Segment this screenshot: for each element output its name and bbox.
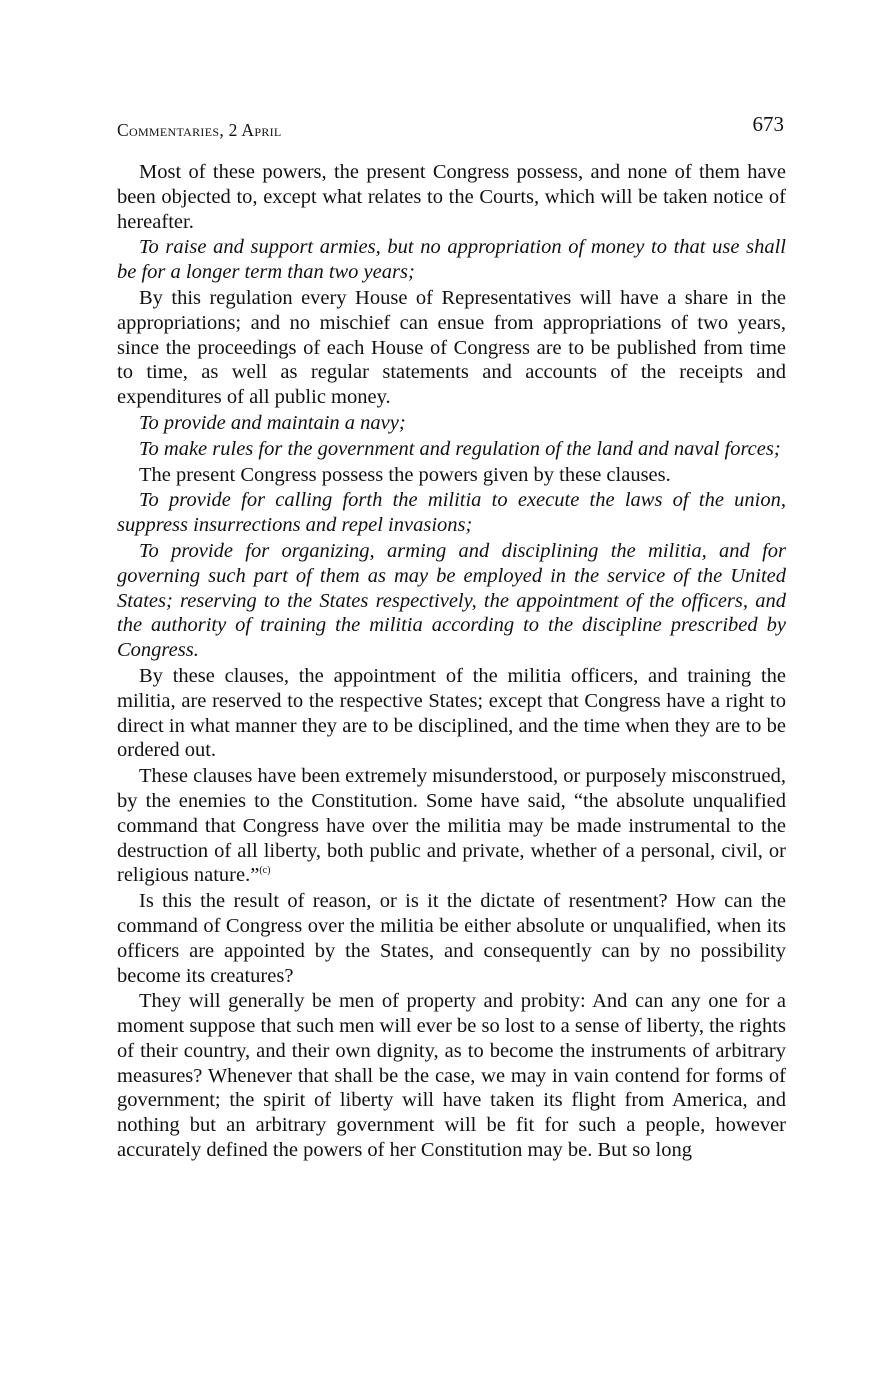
paragraph-text: To provide for organizing, arming and disciplining the militia, and for governing such part of them as may be employed in the service of the United States; reserving to the States respectively, the appointment of the officers, and the authority of training the militia according to the discipline prescribed by Congress. [117,539,786,662]
paragraph-text: To provide for calling forth the militia to execute the laws of the union, suppress insurrections and repel invasions; [117,489,786,537]
paragraph-text: To raise and support armies, but no appropriation of money to that use shall be for a longer term than two years; [117,236,786,284]
quoted-clause [117,437,786,462]
quoted-clause [117,411,786,436]
paragraph-text: Most of these powers, the present Congress possess, and none of them have been objected to, except what relates to the Courts, which will be taken notice of hereafter. [117,161,786,233]
paragraph-text: Is this the result of reason, or is it the dictate of resentment? How can the command of Congress over the militia be either absolute or unqualified, when its officers are appointed by the States, and consequently can by no possibility become its creatures? [117,890,786,987]
quoted-clause [117,488,786,538]
running-title: Commentaries, 2 April [117,120,282,140]
paragraph [117,889,786,988]
running-head [117,112,786,152]
paragraph [117,989,786,1163]
paragraph-text: The present Congress possess the powers given by these clauses. [139,463,671,486]
body-text [117,160,786,1163]
paragraph-text: To make rules for the government and regulation of the land and naval forces; [139,437,781,460]
page-number: 673 [752,112,784,136]
quoted-clause [117,539,786,663]
quoted-clause [117,235,786,285]
paragraph-text: By these clauses, the appointment of the militia officers, and training the militia, are reserved to the respective States; except that Congress have a right to direct in what manner they are to be disciplined, and the time when they are to be ordered out. [117,664,786,762]
paragraph-text: By this regulation every House of Representatives will have a share in the appropriations; and no mischief can ensue from appropriations of two years, since the proceedings of each House of Congress are to be published from time to time, as well as regular statements and accounts of the receipts and expenditures of all public money. [117,286,786,409]
footnote-reference: (c) [259,865,271,877]
document-page [117,112,786,1163]
paragraph-text: To provide and maintain a navy; [139,411,406,434]
paragraph [117,286,786,410]
paragraph [117,764,786,888]
paragraph [117,160,786,234]
paragraph [117,664,786,763]
paragraph-text: These clauses have been extremely misunderstood, or purposely misconstrued, by the enemies to the Constitution. Some have said, “the absolute unqualified command that Congress have over the militia may be made instrumental to the destruction of all liberty, both public and private, whether of a personal, civil, or religious nature.” [117,765,786,887]
paragraph-text: They will generally be men of property and probity: And can any one for a moment suppose that such men will ever be so lost to a sense of liberty, the rights of their country, and their own dignity, as to become the instruments of arbitrary measures? Whenever that shall be the case, we may in vain contend for forms of government; the spirit of liberty will have taken its flight from America, and nothing but an arbitrary government will be fit for such a people, however accurately defined the powers of her Constitution may be. But so long [117,990,786,1162]
paragraph [117,463,786,488]
